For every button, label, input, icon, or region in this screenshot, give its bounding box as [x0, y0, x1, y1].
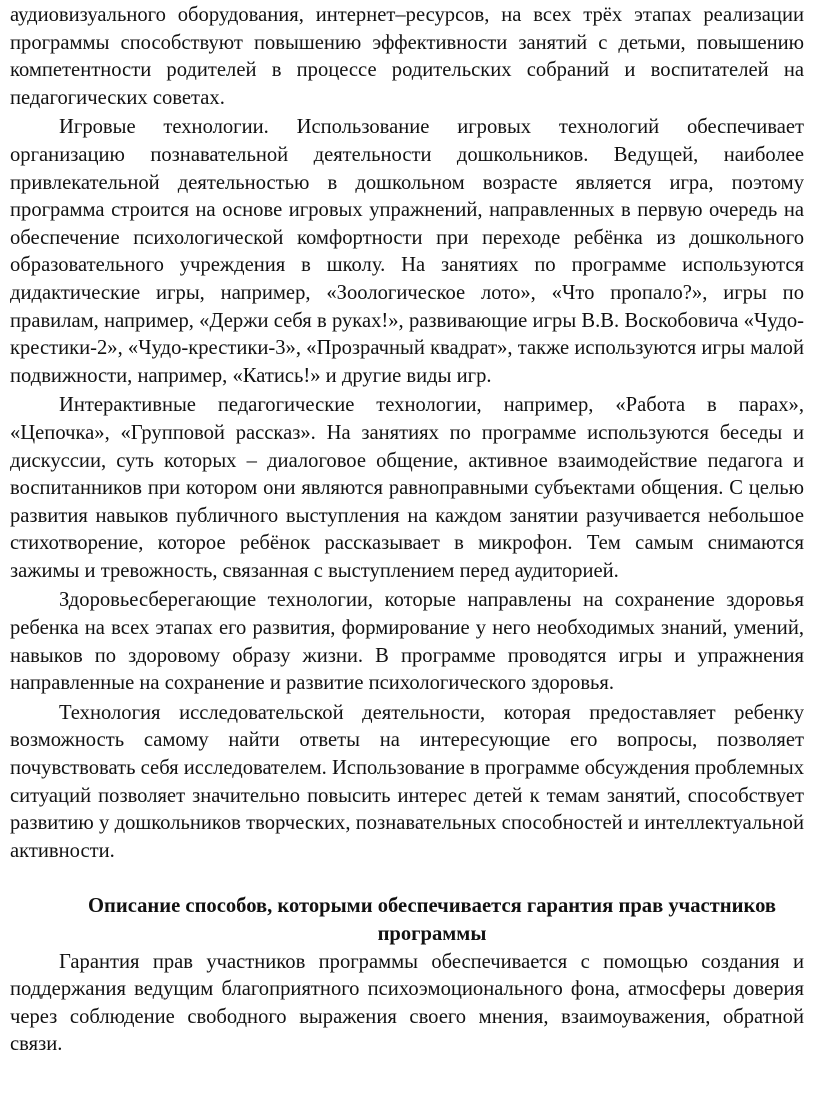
paragraph-research-technology: Технология исследовательской деятельности, которая предоставляет ребенку возможность самому найти ответы на интересующие его вопросы, позволяет почувствовать себя исследователем. Использование в программе обсуждения проблемных ситуаций позволяет значительно повысить интерес детей к темам занятий, способствует развитию у дошкольников творческих, познавательных способностей и интеллектуальной активности. [10, 701, 804, 862]
paragraph-health-technologies: Здоровьесберегающие технологии, которые направлены на сохранение здоровья ребенка на всех этапах его развития, формирование у него необходимых знаний, умений, навыков по здоровому образу жизни. В программе проводятся игры и упражнения направленные на сохранение и развитие психологического здоровья. [10, 589, 804, 695]
section-heading: Описание способов, которыми обеспечивается гарантия прав участников программы [87, 895, 777, 945]
paragraph-interactive-technologies: Интерактивные педагогические технологии, например, «Работа в парах», «Цепочка», «Групповой рассказ». На занятиях по программе используются беседы и дискуссии, суть которых – диалоговое общение, активное взаимодействие педагога и воспитанников при котором они являются равноправными субъектами общения. С целью развития навыков публичного выступления на каждом занятии разучивается небольшое стихотворение, которое ребёнок рассказывает в микрофон. Тем самым снимаются зажимы и тревожность, связанная с выступлением перед аудиторией. [10, 394, 804, 582]
paragraph-continuation: аудиовизуального оборудования, интернет–ресурсов, на всех трёх этапах реализации программы способствуют повышению эффективности занятий с детьми, повышению компетентности родителей в процессе родительских собраний и воспитателей на педагогических советах. [10, 4, 804, 109]
paragraph-rights-guarantee: Гарантия прав участников программы обеспечивается с помощью создания и поддержания ведущим благоприятного психоэмоционального фона, атмосферы доверия через соблюдение свободного выражения своего мнения, взаимоуважения, обратной связи. [10, 950, 804, 1056]
paragraph-game-technologies: Игровые технологии. Использование игровых технологий обеспечивает организацию познавательной деятельности дошкольников. Ведущей, наиболее привлекательной деятельностью в дошкольном возрасте является игра, поэтому программа строится на основе игровых упражнений, направленных в первую очередь на обеспечение психологической комфортности при переходе ребёнка из дошкольного образовательного учреждения в школу. На занятиях по программе используются дидактические игры, например, «Зоологическое лото», «Что пропало?», игры по правилам, например, «Держи себя в руках!», развивающие игры В.В. Воскобовича «Чудо-крестики-2», «Чудо-крестики-3», «Прозрачный квадрат», также используются игры малой подвижности, например, «Катись!» и другие виды игр. [10, 116, 804, 387]
